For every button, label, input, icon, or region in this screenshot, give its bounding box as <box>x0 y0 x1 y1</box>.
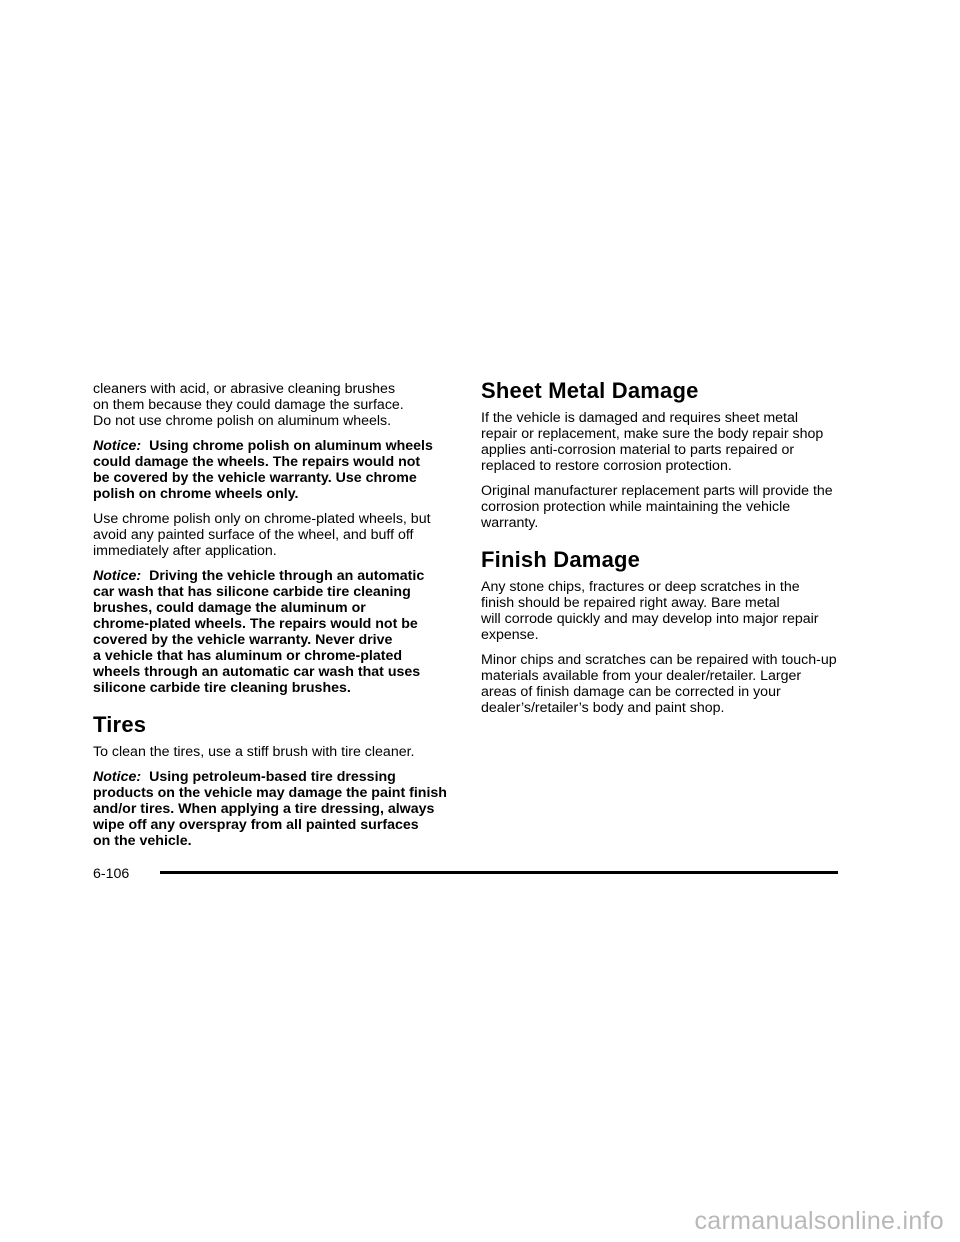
notice-label: Notice: <box>93 438 142 454</box>
paragraph-finish-1: Any stone chips, fractures or deep scratches in the finish should be repaired right away. Bare metal will corrode quickly and may develop into major repair expense. <box>481 579 819 643</box>
paragraph-cleaners: cleaners with acid, or abrasive cleaning brushes on them because they could damage the surface. Do not use chrome polish on aluminum wheels. <box>93 381 404 429</box>
section-heading-finish-damage: Finish Damage <box>481 547 641 572</box>
notice-chrome-polish: Notice: Using chrome polish on aluminum wheels could damage the wheels. The repairs would not be covered by the vehicle warranty. Use chrome polish on chrome wheels only. <box>93 438 433 502</box>
section-heading-tires: Tires <box>93 712 147 737</box>
page-number: 6-106 <box>93 866 130 882</box>
notice-tire-dressing: Notice: Using petroleum-based tire dressing products on the vehicle may damage the paint finish and/or tires. When applying a tire dressing, always wipe off any overspray from all painted surfaces on the vehicle. <box>93 769 447 849</box>
page-footer <box>93 863 838 883</box>
paragraph-chrome-polish-use: Use chrome polish only on chrome-plated wheels, but avoid any painted surface of the wheel, and buff off immediately after application. <box>93 511 431 559</box>
paragraph-sheet-metal-2: Original manufacturer replacement parts will provide the corrosion protection while maintaining the vehicle warranty. <box>481 483 833 531</box>
paragraph-finish-2: Minor chips and scratches can be repaired with touch-up materials available from your dealer/retailer. Larger areas of finish damage can be corrected in your dealer’s/retailer’s body and paint shop. <box>481 652 837 716</box>
footer-rule <box>160 871 838 874</box>
left-column <box>93 381 453 858</box>
section-heading-sheet-metal-damage: Sheet Metal Damage <box>481 378 699 403</box>
notice-label: Notice: <box>93 769 142 785</box>
watermark: carmanualsonline.info <box>694 1207 944 1235</box>
paragraph-sheet-metal-1: If the vehicle is damaged and requires sheet metal repair or replacement, make sure the body repair shop applies anti-corrosion material to parts repaired or replaced to restore corrosion protection. <box>481 410 824 474</box>
right-column <box>481 378 841 725</box>
notice-label: Notice: <box>93 568 142 584</box>
paragraph-tires: To clean the tires, use a stiff brush with tire cleaner. <box>93 744 415 760</box>
notice-car-wash: Notice: Driving the vehicle through an automatic car wash that has silicone carbide tire cleaning brushes, could damage the aluminum or chrome-plated wheels. The repairs would not be covered by the vehicle warranty. Never drive a vehicle that has aluminum or chrome-plated wheels through an automatic car wash that uses silicone carbide tire cleaning brushes. <box>93 568 425 696</box>
